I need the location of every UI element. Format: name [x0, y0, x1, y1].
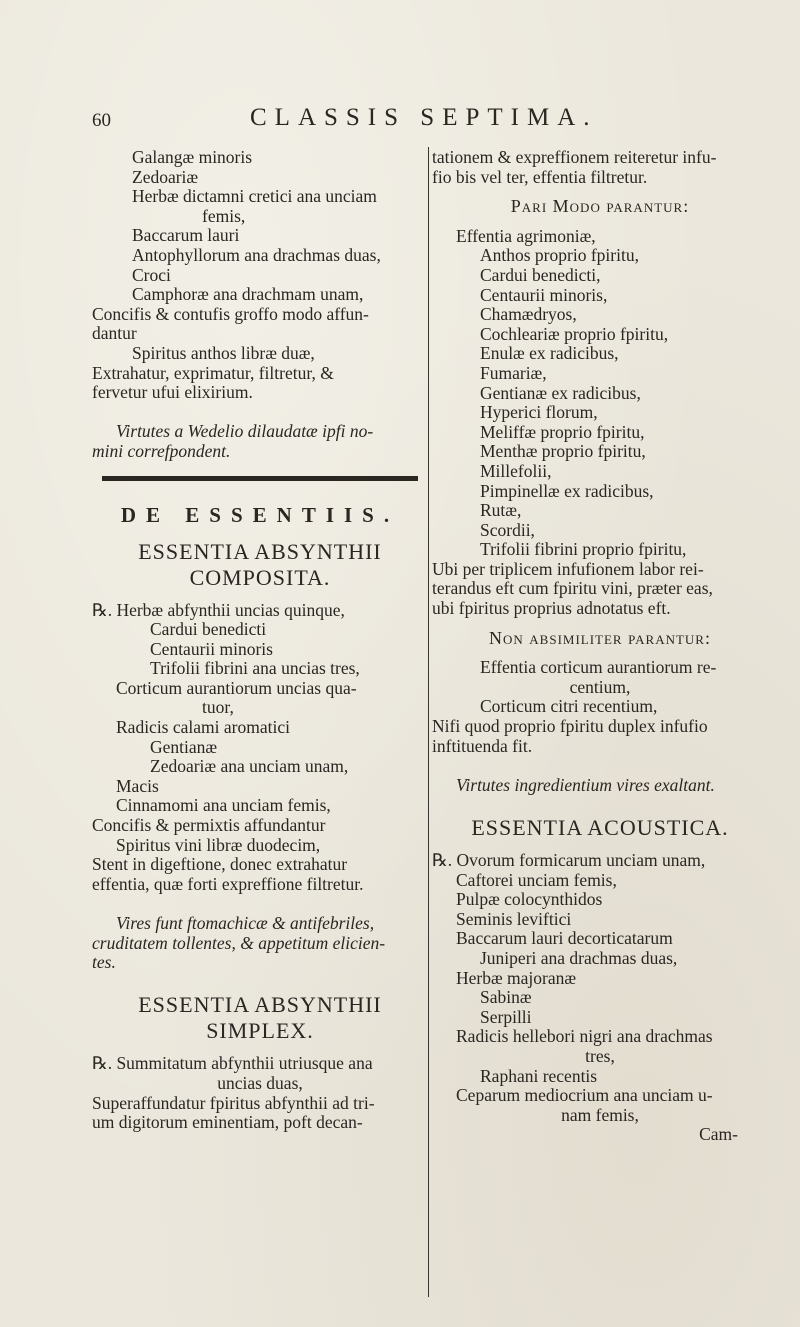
text-line: Centaurii minoris,	[480, 284, 608, 305]
text-line: fervetur ufui elixirium.	[92, 382, 253, 403]
text-line: Chamædryos,	[480, 304, 577, 325]
text-line: Scordii,	[480, 519, 535, 540]
right-column	[432, 148, 768, 1145]
text-line: Antophyllorum ana drachmas duas,	[132, 244, 381, 265]
text-line: ubi fpiritus proprius adnotatus eft.	[432, 598, 671, 619]
text-line: Extrahatur, exprimatur, filtretur, &	[92, 362, 334, 383]
text-line: Stent in digeftione, donec extrahatur	[92, 854, 348, 875]
text-line: uncias duas,	[217, 1072, 303, 1093]
text-line: tres,	[585, 1045, 615, 1066]
column-rule	[428, 147, 429, 1297]
text-line: Menthæ proprio fpiritu,	[480, 441, 646, 462]
text-line: Trifolii fibrini ana uncias tres,	[150, 658, 360, 679]
text-line: Concifis & contufis groffo modo affun-	[92, 303, 369, 324]
text-line: Macis	[116, 775, 159, 796]
text-line: tationem & expreffionem reiteretur infu-	[432, 147, 717, 167]
text-line: nam femis,	[561, 1104, 639, 1125]
text-line: terandus eft cum fpiritu vini, præter eas,	[432, 578, 713, 599]
recipe-heading: ESSENTIA ABSYNTHII	[138, 992, 382, 1018]
text-line: Cardui benedicti	[150, 619, 267, 640]
virtues-note: tes.	[92, 952, 116, 973]
text-line: femis,	[202, 205, 246, 226]
text-line: Juniperi ana drachmas duas,	[480, 947, 678, 968]
text-line: ℞. Ovorum formicarum unciam unam,	[432, 850, 706, 870]
text-line: Cardui benedicti,	[480, 264, 601, 285]
text-line: Millefolii,	[480, 460, 552, 481]
text-line: Radicis hellebori nigri ana drachmas	[456, 1026, 713, 1047]
text-line: Enulæ ex radicibus,	[480, 343, 619, 364]
text-line: Concifis & permixtis affundantur	[92, 815, 326, 836]
text-line: um digitorum eminentiam, poft decan-	[92, 1112, 363, 1133]
text-line: Ceparum mediocrium ana unciam u-	[456, 1085, 713, 1106]
text-line: Gentianæ	[150, 736, 218, 757]
text-line: Superaffundatur fpiritus abfynthii ad tri-	[92, 1092, 375, 1113]
text-line: Serpilli	[480, 1006, 532, 1027]
text-line: Effentia corticum aurantiorum re-	[480, 657, 717, 678]
text-line: Spiritus vini libræ duodecim,	[116, 834, 321, 855]
text-line: Rutæ,	[480, 500, 522, 521]
text-line: Herbæ majoranæ	[456, 967, 577, 988]
virtues-note: Virtutes a Wedelio dilaudatæ ipfi no-	[116, 421, 374, 442]
subheading: Non absimiliter parantur:	[489, 627, 711, 648]
text-line: ℞. Summitatum abfynthii utriusque ana	[92, 1053, 373, 1074]
running-title: CLASSIS SEPTIMA.	[250, 104, 598, 131]
text-line: tuor,	[202, 697, 234, 718]
virtues-note: cruditatem tollentes, & appetitum elicien-	[92, 932, 386, 953]
text-line: Meliffæ proprio fpiritu,	[480, 421, 645, 442]
text-line: Corticum aurantiorum uncias qua-	[116, 677, 357, 698]
text-line: fio bis vel ter, effentia filtretur.	[432, 166, 648, 187]
text-line: Ubi per triplicem infufionem labor rei-	[432, 558, 704, 579]
text-line: Hyperici florum,	[480, 402, 598, 423]
text-line: Radicis calami aromatici	[116, 717, 290, 738]
text-line: Sabinæ	[480, 987, 532, 1008]
recipe-heading: ESSENTIA ACOUSTICA.	[471, 815, 729, 840]
text-line: dantur	[92, 323, 137, 344]
text-line: Herbæ dictamni cretici ana unciam	[132, 186, 377, 207]
left-column	[92, 148, 428, 1133]
text-line: Cochleariæ proprio fpiritu,	[480, 323, 669, 344]
text-line: Effentia agrimoniæ,	[456, 225, 596, 246]
recipe-heading: SIMPLEX.	[206, 1018, 314, 1044]
text-line: Baccarum lauri	[132, 225, 240, 246]
text-line: Baccarum lauri decorticatarum	[456, 928, 673, 949]
text-line: ℞. Herbæ abfynthii uncias quinque,	[92, 599, 345, 620]
text-line: Anthos proprio fpiritu,	[480, 245, 639, 266]
text-line: Galangæ minoris	[132, 147, 253, 167]
text-line: Pulpæ colocynthidos	[456, 889, 603, 910]
section-title: DE ESSENTIIS.	[120, 502, 400, 527]
text-line: Spiritus anthos libræ duæ,	[132, 342, 315, 363]
running-head	[0, 104, 800, 134]
text-line: Zedoariæ	[132, 166, 199, 187]
recipe-heading: COMPOSITA.	[189, 564, 331, 590]
text-line: Nifi quod proprio fpiritu duplex infufio	[432, 716, 708, 737]
text-line: Pimpinellæ ex radicibus,	[480, 480, 654, 501]
text-line: centium,	[569, 676, 631, 697]
text-line: Raphani recentis	[480, 1065, 598, 1086]
text-line: Seminis leviftici	[456, 908, 572, 929]
virtues-note: Virtutes ingredientium vires exaltant.	[456, 774, 715, 795]
virtues-note: Vires funt ftomachicæ & antifebriles,	[116, 913, 375, 933]
text-line: Fumariæ,	[480, 362, 547, 383]
text-line: Trifolii fibrini proprio fpiritu,	[480, 539, 687, 560]
text-line: Camphoræ ana drachmam unam,	[132, 284, 364, 305]
text-line: Caftorei unciam femis,	[456, 869, 617, 890]
catchword: Cam-	[699, 1124, 738, 1145]
page-number: 60	[92, 110, 111, 131]
text-line: effentia, quæ forti expreffione filtretur.	[92, 873, 364, 894]
text-line: Centaurii minoris	[150, 638, 273, 659]
subheading: Pari Modo parantur:	[510, 196, 690, 217]
ornamental-rule	[102, 476, 418, 481]
text-line: Cinnamomi ana unciam femis,	[116, 795, 331, 816]
virtues-note: mini correfpondent.	[92, 440, 231, 461]
text-line: Croci	[132, 264, 171, 285]
recipe-heading: ESSENTIA ABSYNTHII	[138, 538, 382, 564]
text-line: Zedoariæ ana unciam unam,	[150, 756, 349, 777]
text-line: inftituenda fit.	[432, 735, 533, 756]
text-line: Corticum citri recentium,	[480, 696, 658, 717]
text-line: Gentianæ ex radicibus,	[480, 382, 641, 403]
